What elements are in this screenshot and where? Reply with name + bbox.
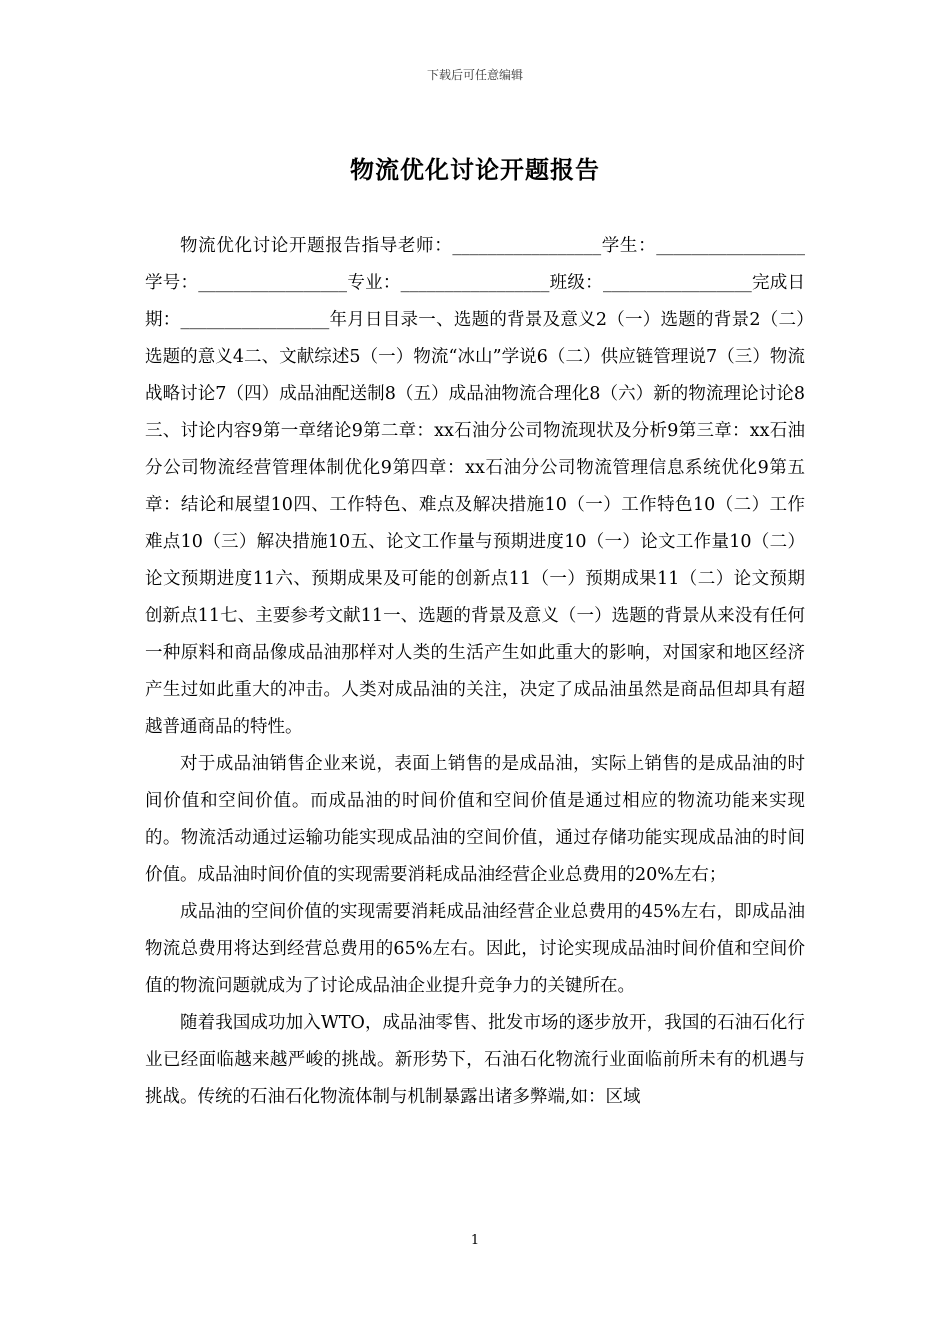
document-title: 物流优化讨论开题报告 <box>350 155 600 184</box>
page-number: 1 <box>470 1233 480 1248</box>
paragraph-wto: 随着我国成功加入WTO，成品油零售、批发市场的逐步放开，我国的石油石化行业已经面临越来越严峻的挑战。新形势下，石油石化物流行业面临前所未有的机遇与挑战。传统的石油石化物流体制与机制暴露出诸多弊端,如：区域 <box>145 1013 805 1107</box>
document-body <box>145 228 805 1116</box>
paragraph-outline: 物流优化讨论开题报告指导老师：_________________学生：_________________学号：_________________专业：_________________班级：_________________完成日期：_________________年月日目录一、选题的背景及意义2（一）选题的背景2（二）选题的意义4二、文献综述5（一）物流“冰山”学说6（二）供应链管理说7（三）物流战略讨论7（四）成品油配送制8（五）成品油物流合理化8（六）新的物流理论讨论8三、讨论内容9第一章绪论9第二章：xx石油分公司物流现状及分析9第三章：xx石油分公司物流经营管理体制优化9第四章：xx石油分公司物流管理信息系统优化9第五章：结论和展望10四、工作特色、难点及解决措施10（一）工作特色10（二）工作难点10（三）解决措施10五、论文工作量与预期进度10（一）论文工作量10（二）论文预期进度11六、预期成果及可能的创新点11（一）预期成果11（二）论文预期创新点11七、主要参考文献11一、选题的背景及意义（一）选题的背景从来没有任何一种原料和商品像成品油那样对人类的生活产生如此重大的影响，对国家和地区经济产生过如此重大的冲击。人类对成品油的关注，决定了成品油虽然是商品但却具有超越普通商品的特性。 <box>145 236 805 737</box>
paragraph-cost: 成品油的空间价值的实现需要消耗成品油经营企业总费用的45%左右，即成品油物流总费用将达到经营总费用的65%左右。因此，讨论实现成品油时间价值和空间价值的物流问题就成为了讨论成品油企业提升竞争力的关键所在。 <box>145 902 805 996</box>
paragraph-value: 对于成品油销售企业来说，表面上销售的是成品油，实际上销售的是成品油的时间价值和空间价值。而成品油的时间价值和空间价值是通过相应的物流功能来实现的。物流活动通过运输功能实现成品油的空间价值，通过存储功能实现成品油的时间价值。成品油时间价值的实现需要消耗成品油经营企业总费用的20%左右； <box>145 754 805 885</box>
header-note: 下载后可任意编辑 <box>426 68 523 82</box>
